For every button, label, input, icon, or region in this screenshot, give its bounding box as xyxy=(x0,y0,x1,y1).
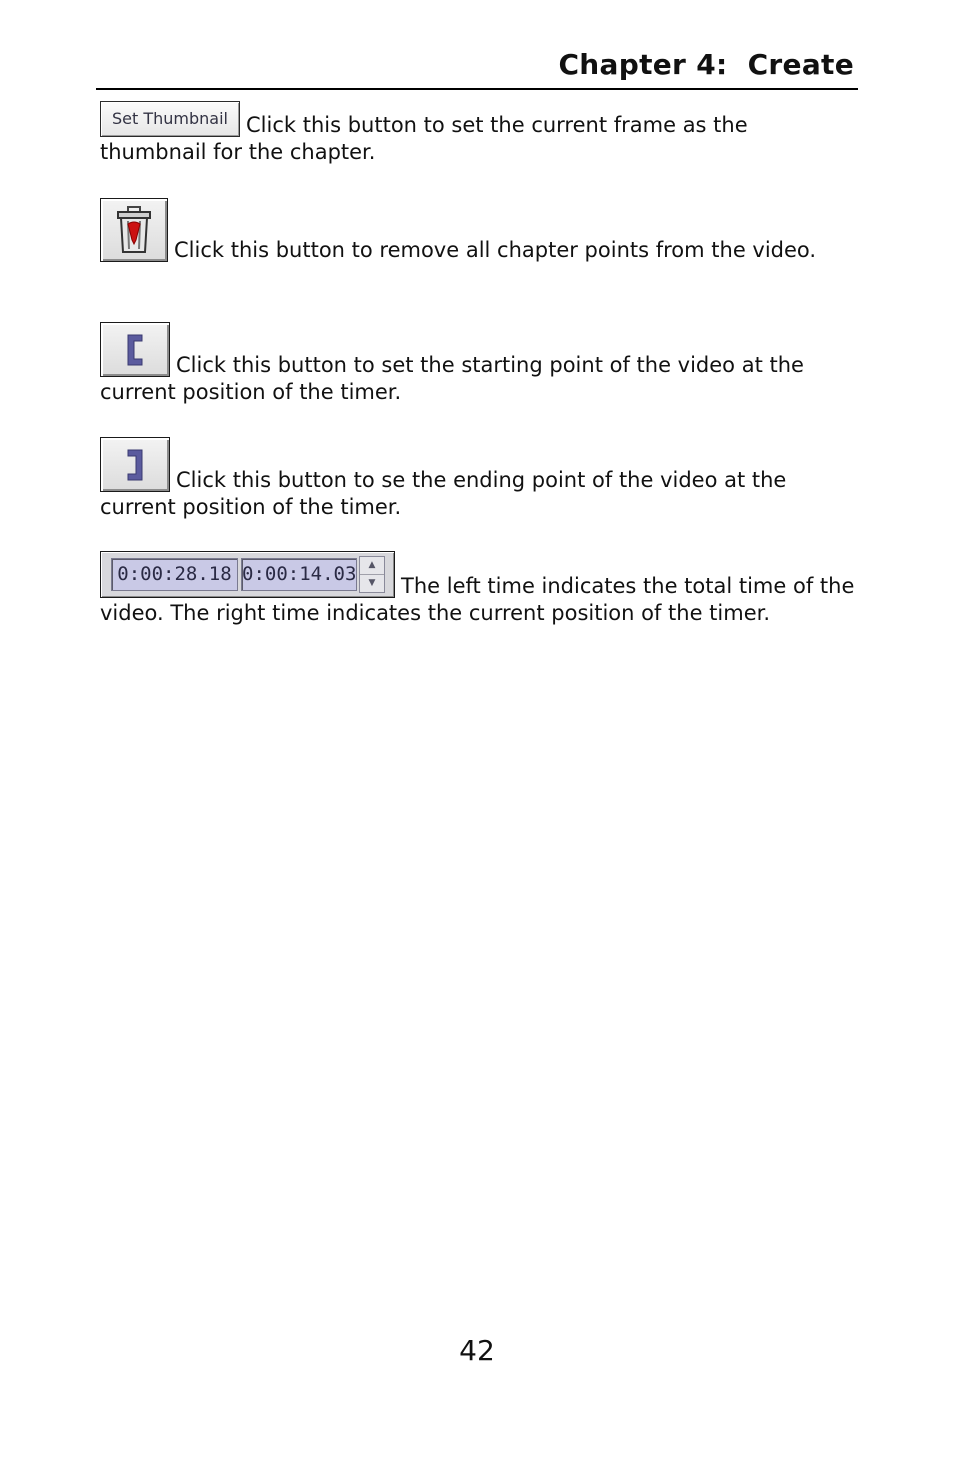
start-point-description: Click this button to set the starting point of the video at the current position of the timer. xyxy=(100,353,804,404)
chapter-title: Chapter 4: Create xyxy=(558,48,854,81)
time-spinner[interactable] xyxy=(359,556,385,593)
current-time-field[interactable]: 0:00:14.03 xyxy=(241,558,357,591)
page-header xyxy=(96,46,858,90)
remove-chapters-button[interactable] xyxy=(100,198,168,262)
caret-down-icon: ▼ xyxy=(368,578,376,588)
right-bracket-icon xyxy=(122,447,148,483)
entry-start-point xyxy=(100,322,856,406)
left-bracket-icon xyxy=(122,332,148,368)
page-number: 42 xyxy=(459,1334,495,1367)
remove-chapters-description: Click this button to remove all chapter points from the video. xyxy=(174,238,817,262)
remove-chapters-button-wrap xyxy=(100,198,168,262)
time-display-description: The left time indicates the total time of the video. The right time indicates the current position of the timer. xyxy=(100,574,855,625)
time-display xyxy=(100,551,395,598)
set-thumbnail-button[interactable]: Set Thumbnail xyxy=(100,101,240,137)
caret-up-icon: ▲ xyxy=(368,560,376,570)
time-display-wrap xyxy=(100,551,395,598)
set-start-button[interactable] xyxy=(100,322,170,377)
set-thumbnail-button-wrap xyxy=(100,101,240,137)
entry-time-display xyxy=(100,551,856,627)
total-time-field: 0:00:28.18 xyxy=(111,558,238,591)
set-end-button[interactable] xyxy=(100,437,170,492)
end-point-description: Click this button to se the ending point of the video at the current position of the timer. xyxy=(100,468,787,519)
trash-can-icon xyxy=(114,206,154,254)
entry-set-thumbnail xyxy=(100,101,856,166)
set-thumbnail-description: Click this button to set the current frame as the thumbnail for the chapter. xyxy=(100,113,748,164)
start-point-button-wrap xyxy=(100,322,170,377)
entry-end-point xyxy=(100,437,856,521)
end-point-button-wrap xyxy=(100,437,170,492)
spin-down-button[interactable] xyxy=(360,575,384,592)
entry-remove-chapters xyxy=(100,198,856,264)
